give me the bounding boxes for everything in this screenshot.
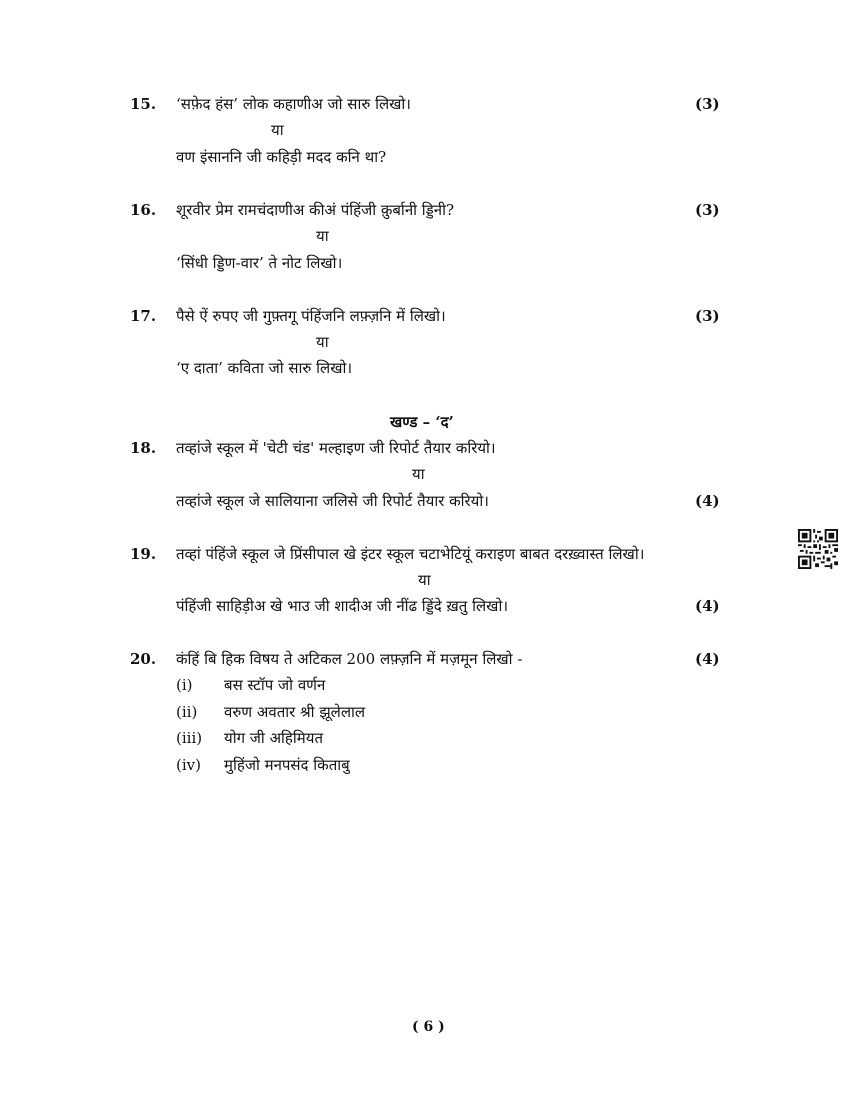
alternative-question-text: ‘सिंधी ड्डिण-वार’ ते नोट लिखो। (176, 254, 343, 272)
question-text: शूरवीर प्रेम रामचंदाणीअ कीअं पंहिंजी क़ुर्बानी ड्डिनी? (176, 201, 455, 219)
page-number: ( 6 ) (412, 1019, 445, 1035)
alternative-question-text: तव्हांजे स्कूल जे सालियाना जलिसे जी रिपोर्ट तैयार करियो। (176, 492, 489, 510)
question-marks: (3) (695, 307, 720, 325)
or-separator: या (412, 465, 425, 483)
question-marks: (4) (695, 650, 720, 668)
or-separator: या (316, 333, 329, 351)
option-numeral: (i) (176, 676, 193, 694)
question-marks: (3) (695, 95, 720, 113)
question-text: तव्हां पंहिंजे स्कूल जे प्रिंसीपाल खे इंटर स्कूल चटाभेटियूं कराइण बाबत दरख़्वास्त लिखो। (176, 545, 645, 563)
alternative-question-text: ‘ए दाता’ कविता जो सारु लिखो। (176, 359, 353, 377)
option-numeral: (iv) (176, 756, 201, 774)
or-separator: या (418, 571, 431, 589)
or-separator: या (316, 227, 329, 245)
question-marks: (3) (695, 201, 720, 219)
question-text: पैसे ऐं रुपए जी गुफ़्तगू पंहिंजनि लफ़्ज़नि में लिखो। (176, 307, 446, 325)
or-separator: या (271, 121, 284, 139)
question-text: ‘सफ़ेद हंस’ लोक कहाणीअ जो सारु लिखो। (176, 95, 411, 113)
question-number: 15. (130, 95, 157, 113)
alternative-question-text: वण इंसाननि जी कहिड़ी मदद कनि था? (176, 148, 387, 166)
question-number: 16. (130, 201, 157, 219)
section-heading: खण्ड – ‘द’ (390, 413, 454, 431)
option-text: मुहिंजो मनपसंद किताबु (224, 756, 350, 774)
question-text: तव्हांजे स्कूल में 'चेटी चंड' मल्हाइण जी रिपोर्ट तैयार करियो। (176, 439, 496, 457)
question-text: कंहिं बि हिक विषय ते अटिकल 200 लफ़्ज़नि में मज़मून लिखो - (176, 650, 523, 668)
option-text: योग जी अहिमियत (224, 729, 323, 747)
question-number: 18. (130, 439, 157, 457)
question-number: 20. (130, 650, 157, 668)
option-text: बस स्टॉप जो वर्णन (224, 676, 326, 694)
qr-code-icon (798, 529, 838, 569)
question-marks: (4) (695, 597, 720, 615)
option-numeral: (ii) (176, 703, 198, 721)
question-number: 19. (130, 545, 157, 563)
option-numeral: (iii) (176, 729, 203, 747)
option-text: वरुण अवतार श्री झूलेलाल (224, 703, 366, 721)
question-marks: (4) (695, 492, 720, 510)
question-number: 17. (130, 307, 157, 325)
alternative-question-text: पंहिंजी साहिड़ीअ खे भाउ जी शादीअ जी नींढ ड्डिंदे ख़तु लिखो। (176, 597, 509, 615)
